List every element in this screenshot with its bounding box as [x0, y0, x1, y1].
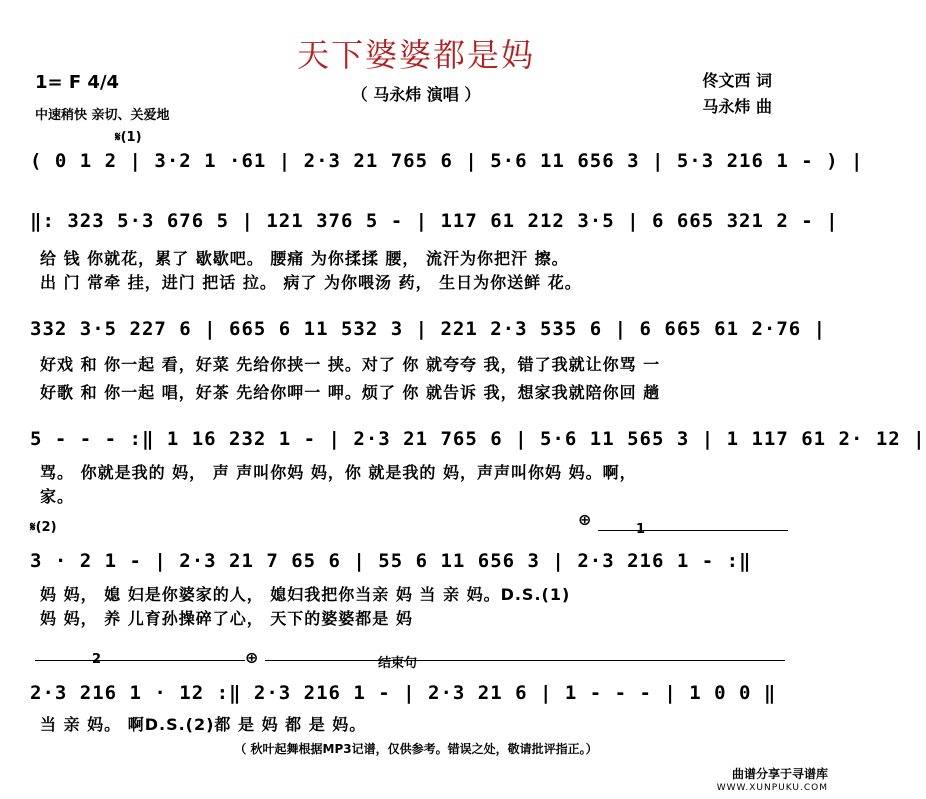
- ending-label: 结束句: [378, 656, 418, 671]
- coda-mark-1: ⊕: [578, 510, 592, 529]
- singer-credit: （ 马永炜 演唱 ）: [351, 85, 481, 104]
- site-watermark: [717, 767, 828, 795]
- notation-line-2: ‖: 323 5·3 676 5 | 121 376 5 - | 117 61 212 3·5 | 6 665 321 2 - |: [30, 210, 839, 232]
- volta-2-label: 2: [92, 652, 102, 667]
- segno-1-mark: 𝄋(1): [115, 130, 142, 145]
- watermark-line-1: 曲谱分享于寻谱库: [731, 767, 828, 781]
- lyrics-line-3b: 好歌 和 你一起 唱，好茶 先给你呷一 呷。烦了 你 就告诉 我，想家我就陪你回 趟: [40, 383, 661, 402]
- lyrics-line-2b: 出 门 常牵 挂，进门 把话 拉。 病了 为你喂汤 药， 生日为你送鲜 花。: [40, 273, 582, 292]
- lyrics-line-2a: 给 钱 你就花，累了 歇歇吧。 腰痛 为你揉揉 腰， 流汗为你把汗 擦。: [40, 249, 569, 268]
- lyrics-line-3a: 好戏 和 你一起 看，好菜 先给你挟一 挟。对了 你 就夸夸 我，错了我就让你骂 一: [40, 355, 661, 374]
- notation-line-1: ( 0 1 2 | 3·2 1 ·61 | 2·3 21 765 6 | 5·6 11 656 3 | 5·3 216 1 - ) |: [30, 150, 864, 172]
- key-signature: 1= F 4/4: [35, 72, 120, 93]
- notation-line-5: 3 · 2 1 - | 2·3 21 7 65 6 | 55 6 11 656 3 | 2·3 216 1 - :‖: [30, 550, 752, 572]
- lyrics-line-6a: 当 亲 妈。 啊D.S.(2)都 是 妈 都 是 妈。: [40, 715, 367, 734]
- lyrics-line-5a: 妈 妈， 媳 妇是你婆家的人， 媳妇我把你当亲 妈 当 亲 妈。D.S.(1): [40, 585, 571, 604]
- coda-mark-2: ⊕: [245, 648, 259, 667]
- lyrics-line-4b: 家。: [40, 487, 75, 506]
- lyrics-line-4a: 骂。 你就是我的 妈， 声 声叫你妈 妈，你 就是我的 妈，声声叫你妈 妈。啊，: [40, 463, 637, 482]
- tempo-marking: 中速稍快 亲切、关爱地: [35, 108, 170, 123]
- watermark-line-2: WWW.XUNPUKU.COM: [716, 783, 828, 793]
- notation-line-3: 332 3·5 227 6 | 665 6 11 532 3 | 221 2·3 535 6 | 6 665 61 2·76 |: [30, 318, 827, 340]
- composer-credit: 马永炜 曲: [702, 97, 772, 116]
- notation-line-6: 2·3 216 1 · 12 :‖ 2·3 216 1 - | 2·3 21 6 | 1 - - - | 1 0 0 ‖: [30, 682, 777, 704]
- song-title: 天下婆婆都是妈: [296, 36, 535, 74]
- lyricist-credit: 佟文西 词: [702, 71, 772, 90]
- volta-1-label: 1: [636, 522, 646, 537]
- notation-line-4: 5 - - - :‖ 1 16 232 1 - | 2·3 21 765 6 | 5·6 11 565 3 | 1 117 61 2· 12 |: [30, 428, 926, 450]
- lyrics-line-5b: 妈 妈， 养 儿育孙操碎了心， 天下的婆婆都是 妈: [40, 609, 413, 628]
- transcription-note: （ 秋叶起舞根据MP3记谱，仅供参考。错误之处，敬请批评指正。）: [234, 742, 598, 756]
- segno-2-mark: 𝄋(2): [30, 520, 57, 535]
